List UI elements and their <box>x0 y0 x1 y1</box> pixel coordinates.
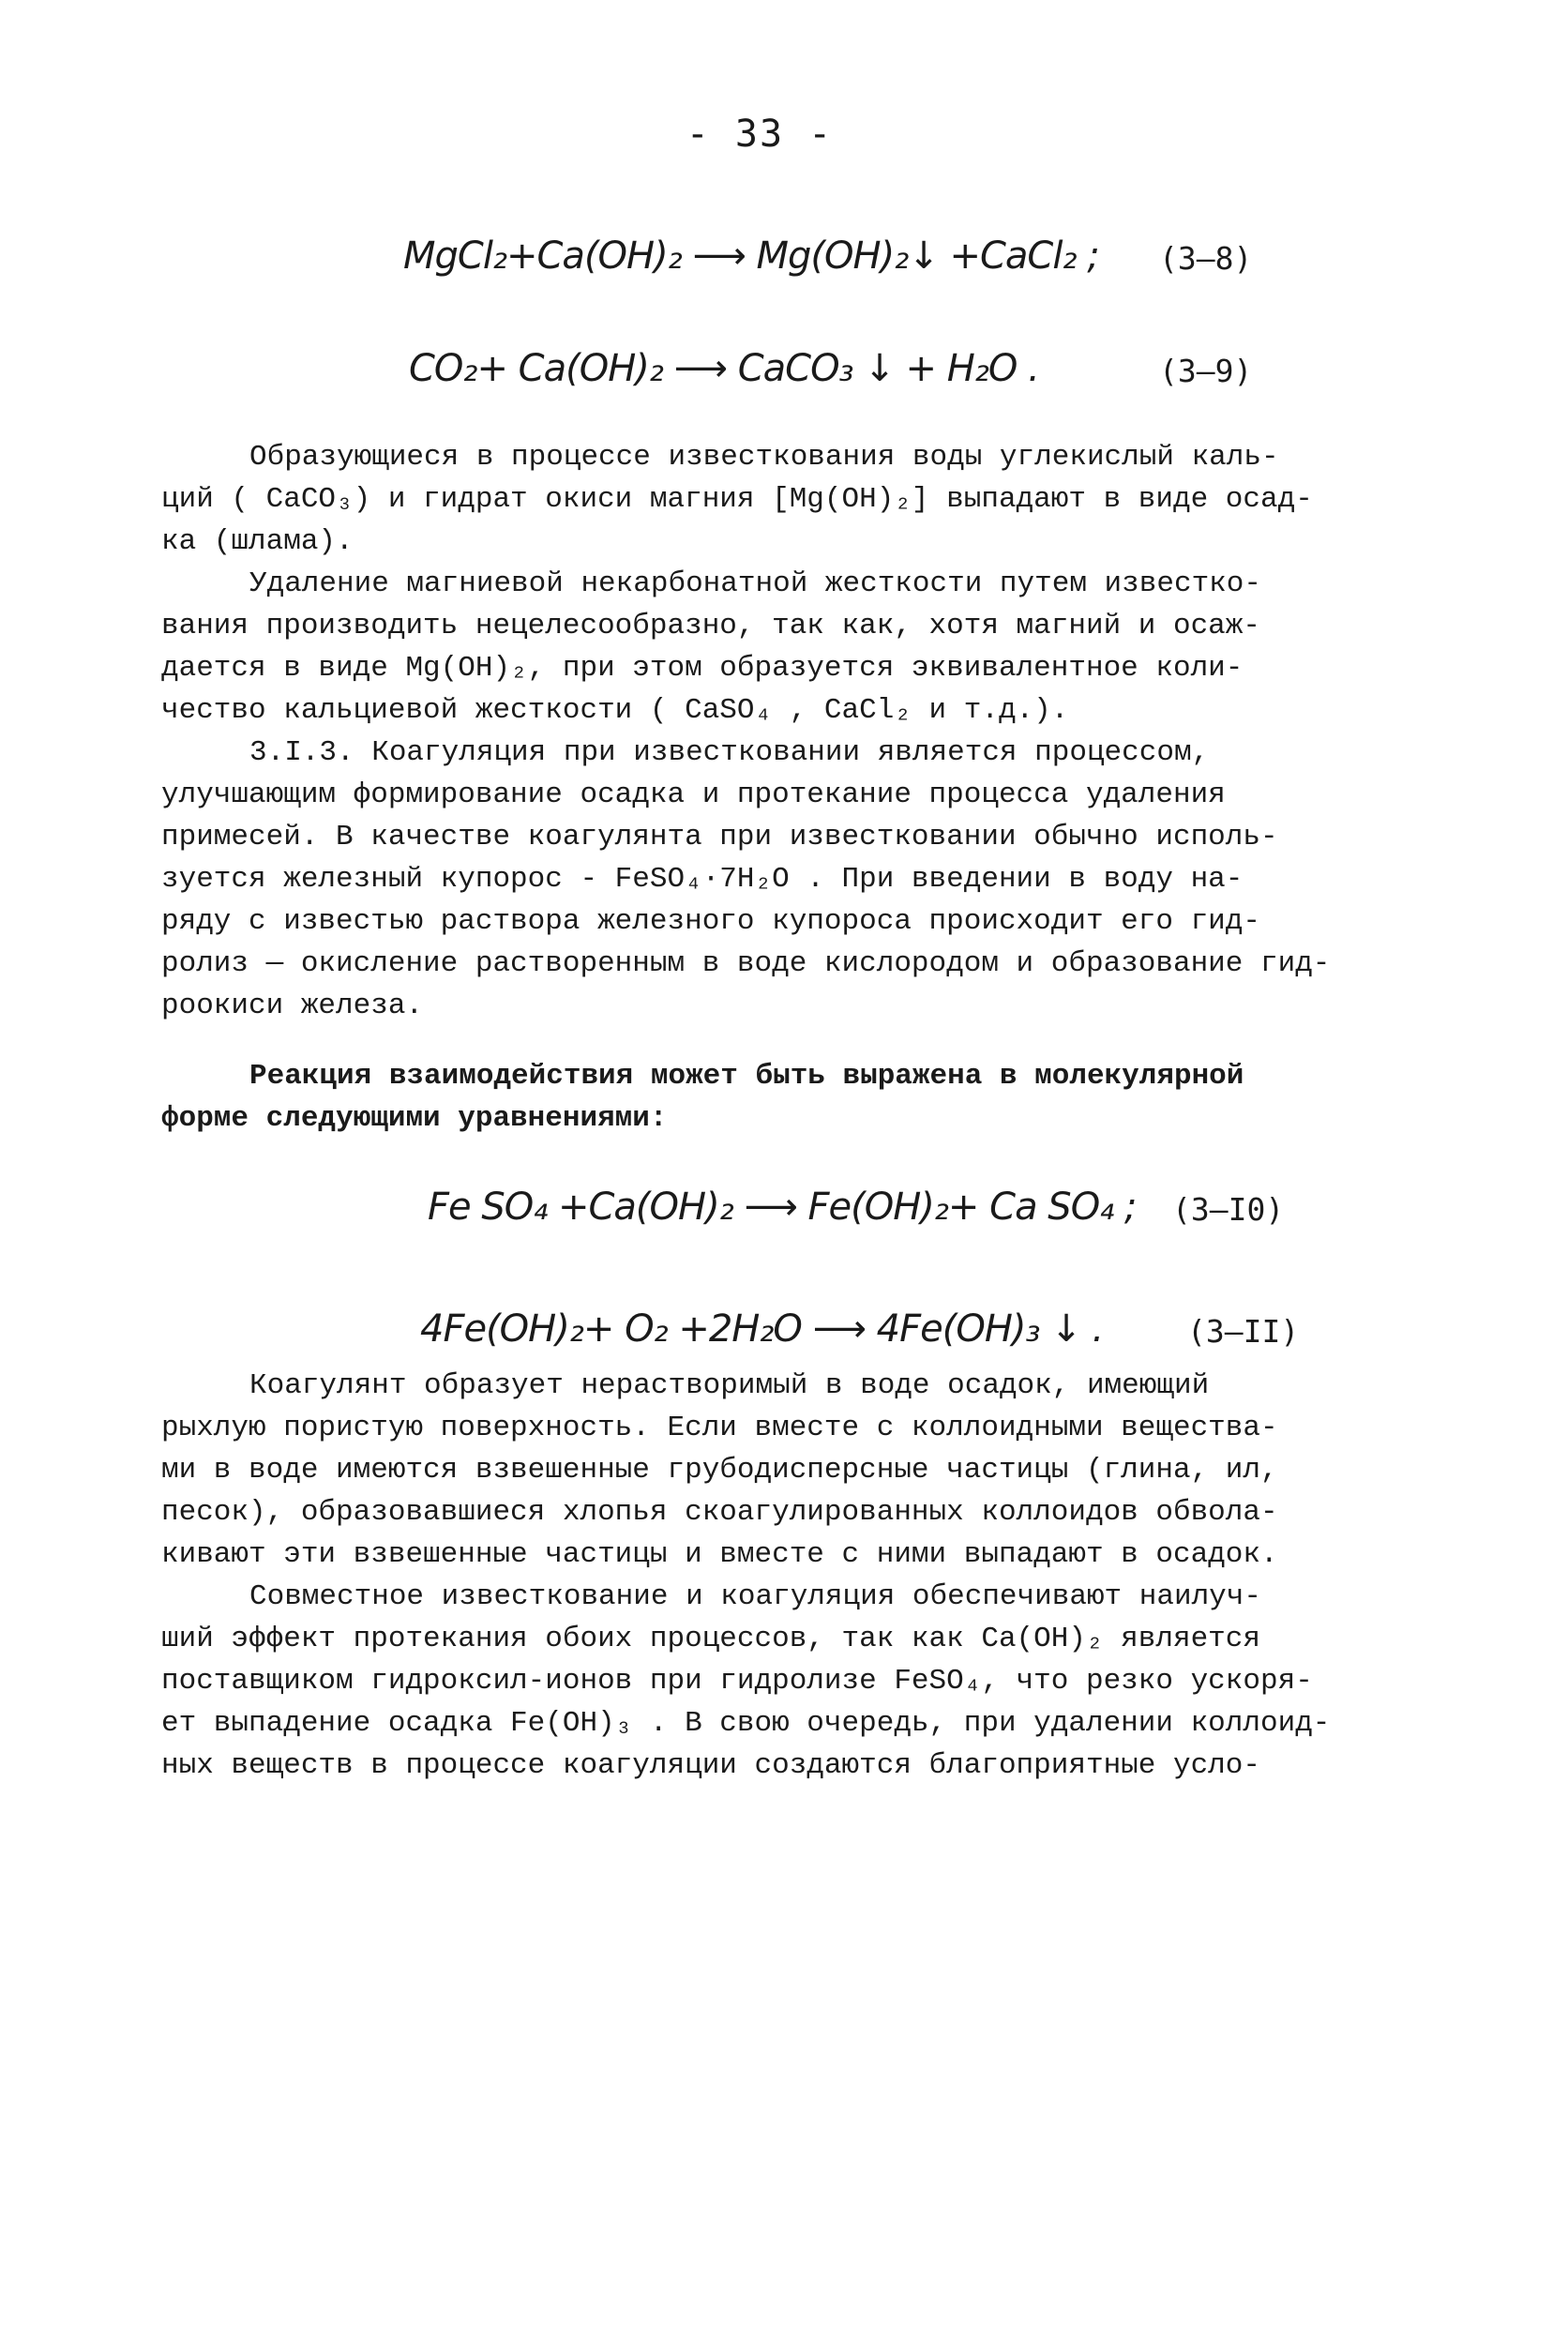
text-line: поставщиком гидроксил-ионов при гидролизе FeSO₄, что резко ускоря- <box>161 1665 1313 1698</box>
equation-3-11 <box>0 1306 1568 1371</box>
equation-3-8 <box>0 233 1568 298</box>
text-line: форме следующими уравнениями: <box>161 1102 668 1135</box>
text-line: рыхлую пористую поверхность. Если вместе с коллоидными вещества- <box>161 1412 1278 1444</box>
paragraphs-block-1 <box>161 436 1362 1027</box>
equation-formula: MgCl₂+Ca(OH)₂ ⟶ Mg(OH)₂↓ +CaCl₂ ; <box>403 234 1099 278</box>
text-line: роокиси железа. <box>161 989 424 1022</box>
text-line: ка (шлама). <box>161 525 354 558</box>
text-line: ных веществ в процессе коагуляции создаются благоприятные усло- <box>161 1749 1260 1782</box>
text-line: Совместное известкование и коагуляция обеспечивают наилуч- <box>249 1580 1261 1613</box>
text-line: ролиз — окисление растворенным в воде кислородом и образование гид- <box>161 947 1331 980</box>
text-line: дается в виде Mg(OH)₂, при этом образуется эквивалентное коли- <box>161 652 1244 685</box>
equation-3-9 <box>0 345 1568 411</box>
text-line: вания производить нецелесообразно, так как, хотя магний и осаж- <box>161 610 1260 642</box>
text-line: чество кальциевой жесткости ( CaSO₄ , CaCl₂ и т.д.). <box>161 694 1069 727</box>
text-line: улучшающим формирование осадка и протекание процесса удаления <box>161 778 1226 811</box>
equation-formula: Fe SO₄ +Ca(OH)₂ ⟶ Fe(OH)₂+ Ca SO₄ ; <box>428 1186 1137 1229</box>
text-line: ряду с известью раствора железного купороса происходит его гид- <box>161 905 1260 938</box>
text-line: ми в воде имеются взвешенные грубодисперсные частицы (глина, ил, <box>161 1454 1278 1487</box>
text-line: зуется железный купорос - FeSO₄·7H₂O . При введении в воду на- <box>161 863 1244 896</box>
equation-number: (3–I0) <box>1172 1191 1285 1228</box>
page-number: - 33 - <box>686 113 834 156</box>
text-line: примесей. В качестве коагулянта при известковании обычно исполь- <box>161 821 1278 853</box>
equation-formula: CO₂+ Ca(OH)₂ ⟶ CaCO₃ ↓ + H₂O . <box>409 347 1039 390</box>
equation-number: (3–9) <box>1159 353 1253 389</box>
text-line: ций ( CaCO₃) и гидрат окиси магния [Mg(OH)₂] выпадают в виде осад- <box>161 483 1313 516</box>
equation-number: (3–8) <box>1159 240 1253 277</box>
text-line: Удаление магниевой некарбонатной жесткости путем известко- <box>249 567 1261 600</box>
text-line: кивают эти взвешенные частицы и вместе с ними выпадают в осадок. <box>161 1538 1278 1571</box>
text-line: ет выпадение осадка Fe(OH)₃ . В свою очередь, при удалении коллоид- <box>161 1707 1331 1740</box>
paragraphs-block-3 <box>161 1365 1362 1787</box>
text-line: песок), образовавшиеся хлопья скоагулированных коллоидов обвола- <box>161 1496 1278 1529</box>
paragraphs-block-2 <box>161 1055 1362 1140</box>
equation-number: (3–II) <box>1187 1313 1300 1350</box>
text-line: Образующиеся в процессе известкования воды углекислый каль- <box>249 441 1279 474</box>
text-line: Реакция взаимодействия может быть выражена в молекулярной <box>249 1060 1244 1093</box>
text-line: Коагулянт образует нерастворимый в воде осадок, имеющий <box>249 1369 1210 1402</box>
text-line: 3.I.3. Коагуляция при известковании является процессом, <box>249 736 1210 769</box>
equation-3-10 <box>0 1184 1568 1249</box>
equation-formula: 4Fe(OH)₂+ O₂ +2H₂O ⟶ 4Fe(OH)₃ ↓ . <box>420 1307 1104 1351</box>
text-line: ший эффект протекания обоих процессов, так как Ca(OH)₂ является <box>161 1623 1260 1655</box>
